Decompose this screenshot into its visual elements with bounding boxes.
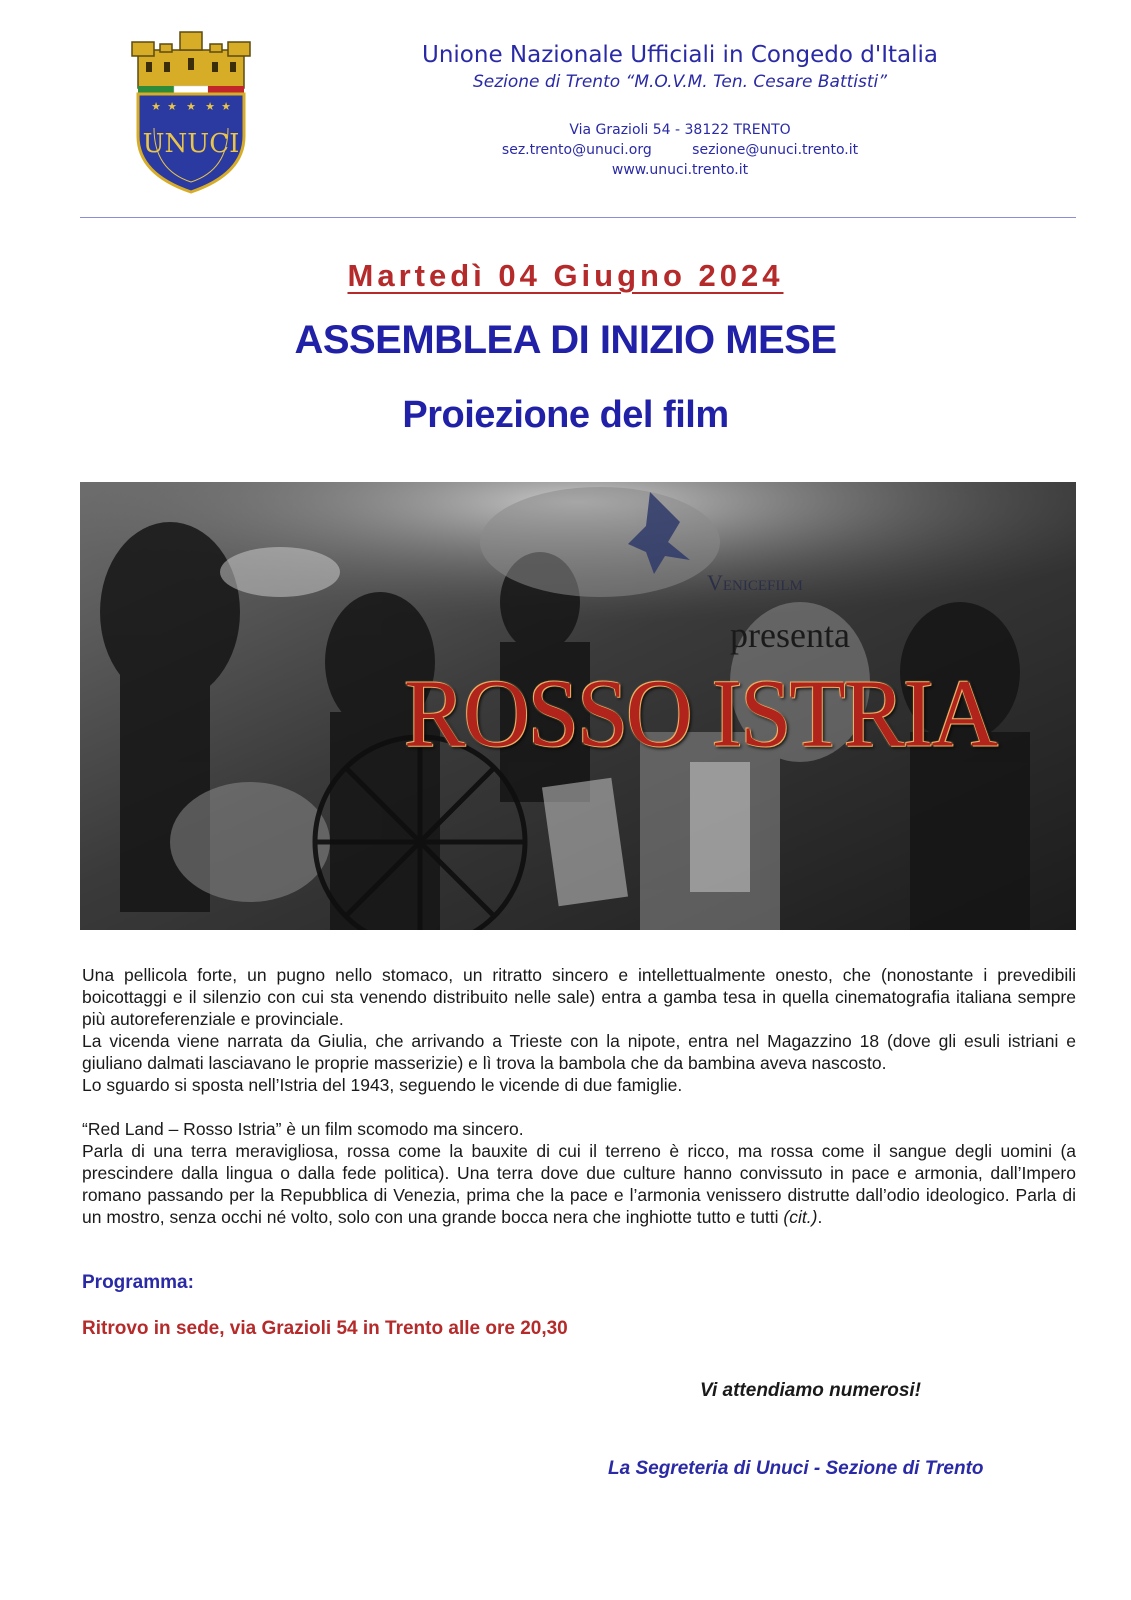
description-text [82,964,1076,1228]
event-date-text: Martedì 04 Giugno 2024 [347,258,784,293]
organization-header [330,40,1030,94]
closing-invite: Vi attendiamo numerosi! [700,1380,921,1401]
header-divider [80,217,1076,218]
programma-detail: Ritrovo in sede, via Grazioli 54 in Trento alle ore 20,30 [82,1318,568,1339]
event-subtitle: Proiezione del film [402,394,729,436]
poster-film-title: ROSSO ISTRIA [404,659,997,767]
address: Via Grazioli 54 - 38122 TRENTO [569,122,791,138]
paragraph: “Red Land – Rosso Istria” è un film scomodo ma sincero. [82,1119,524,1139]
svg-text:★: ★ [205,100,215,113]
poster-brand: Venicefilm [707,570,803,595]
paragraph [82,1140,1076,1228]
citation: (cit.) [783,1207,818,1227]
film-poster-image [80,482,1076,930]
svg-text:★: ★ [167,100,177,113]
unuci-crest-logo [124,28,258,194]
poster-presenta: presenta [730,615,850,655]
paragraph-text: Parla di una terra meravigliosa, rossa come la bauxite di cui il terreno è ricco, ma rossa come il sangue degli uomini (a prescindere dalla lingua o dalla fede politica). Una terra dove due culture hanno convissuto in pace e armonia, dall’Impero romano passando per la Repubblica di Venezia, prima che la pace e l’armonia venissero distrutte dall’odio ideologico. Parla di un mostro, senza occhi né volto, solo con una grande bocca nera che inghiotte tutto e tutti [82,1141,1076,1227]
paragraph-end: . [817,1207,823,1227]
contact-block [470,120,890,180]
paragraph: La vicenda viene narrata da Giulia, che arrivando a Trieste con la nipote, entra nel Magazzino 18 (dove gli esuli istriani e giuliano dalmati lasciavano le proprie masserizie) e lì trova la bambola che da bambina aveva nascosto. [82,1031,1076,1073]
signature: La Segreteria di Unuci - Sezione di Trento [608,1458,984,1479]
website-link[interactable]: www.unuci.trento.it [611,162,749,178]
email-link-1[interactable]: sez.trento@unuci.org [501,142,652,158]
svg-text:★: ★ [186,100,196,113]
programma-label: Programma: [82,1272,194,1293]
paragraph: Una pellicola forte, un pugno nello stomaco, un ritratto sincero e intellettualmente onesto, che (nonostante i prevedibili boicottaggi e il silenzio con cui sta venendo distribuito nelle sale) entra a gamba tesa in quella cinematografia italiana sempre più autoreferenziale e provinciale. [82,965,1076,1029]
svg-text:★: ★ [151,100,161,113]
svg-text:★: ★ [221,100,231,113]
email-link-2[interactable]: sezione@unuci.trento.it [692,142,859,158]
event-date [0,258,1131,294]
event-title: ASSEMBLEA DI INIZIO MESE [294,318,837,362]
organization-name: Unione Nazionale Ufficiali in Congedo d'Italia [422,42,938,68]
crown-icon [132,32,250,88]
paragraph: Lo sguardo si sposta nell’Istria del 1943, seguendo le vicende di due famiglie. [82,1075,683,1095]
section-name: Sezione di Trento “M.O.V.M. Ten. Cesare Battisti” [472,72,888,92]
svg-text:UNUCI: UNUCI [142,129,240,159]
